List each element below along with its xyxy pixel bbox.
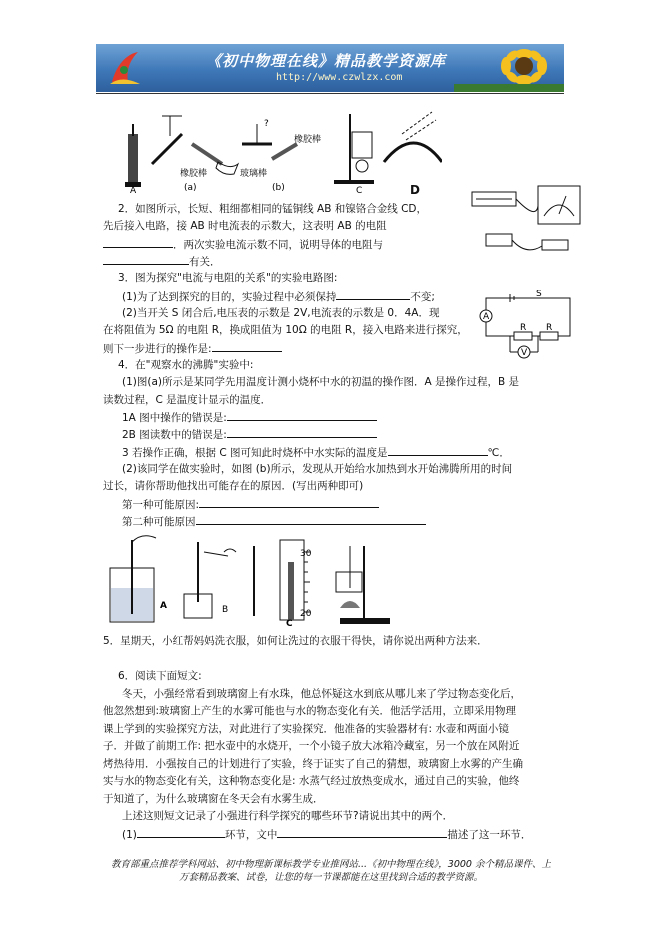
q4-line-1: 4．在"观察水的沸腾"实验中: [118,359,254,371]
q4-line-9 [122,496,379,513]
page-footer [96,858,566,884]
footer-line-2: 万套精品教案、试卷，让您的每一节课都能在这里找到合适的教学资源。 [178,872,483,883]
q4-answer-blank-1[interactable] [227,409,377,421]
q2-answer-blank-2[interactable] [103,253,189,265]
q6-line-1: 6．阅读下面短文: [118,670,202,682]
q4-line-4-text: 1A 图中操作的错误是: [122,412,227,424]
q3-line-2-end: 不变; [410,291,435,303]
q2-line-4-text: 有关． [189,256,221,268]
q4-answer-blank-5[interactable] [196,513,426,525]
q4-line-8: 过长，请你帮助他找出可能存在的原因．(写出两种即可) [103,480,364,492]
q2-line-4 [103,253,221,270]
q4-answer-blank-3[interactable] [388,444,488,456]
q2-answer-blank-1[interactable] [103,236,173,248]
resistor-label: R [520,323,527,333]
q2-line-3-text: ．两次实验电流示数不同，说明导体的电阻与 [173,239,383,251]
q4-line-5 [122,426,377,443]
q3-answer-blank-2[interactable] [212,340,282,352]
q6-line-9: 上述这则短文记录了小强进行科学探究的哪些环节?请说出其中的两个． [122,810,454,822]
q3-line-5-text: 则下一步进行的操作是: [103,343,212,355]
q6-answer-blank-2[interactable] [277,826,447,838]
q4-line-3: 读数过程，C 是温度计显示的温度． [103,394,272,406]
fig-b-caption: (b) [272,183,285,193]
fig-a-caption: (a) [184,183,197,193]
voltmeter-label: V [521,348,528,358]
rubber-rod-label-a: 橡胶棒 [180,169,208,179]
fig-c-caption: C [356,186,363,194]
q4-line-6 [122,444,510,461]
thermometer-tick-20: 20 [300,609,312,619]
ammeter-label: A [483,312,490,322]
q4-answer-blank-2[interactable] [227,426,377,438]
switch-label: S [536,290,542,299]
q6-line-6: 烤热待用．小强按自己的计划进行了实验，终于证实了自己的猜想，玻璃窗上水雾的产生确 [103,758,523,770]
boiling-experiment-figure [104,532,394,628]
header-rule [96,93,564,94]
q4-line-6-end: ℃． [487,447,510,459]
q6-line-3: 他忽然想到:玻璃窗上产生的水雾可能也与水的物态变化有关．他活学活用，立即采用物理 [103,705,517,717]
q6-line-7: 实与水的物态变化有关，这种物态变化是: 水蒸气经过放热变成水，通过自己的实验，他终 [103,775,520,787]
q3-line-4: 在将阻值为 5Ω 的电阻 R，换成阻值为 10Ω 的电阻 R，接入电路来进行探究， [103,324,468,336]
footer-line-1: 教育部重点推荐学科网站、初中物理新课标教学专业推网站...《初中物理在线》，3000 余个精品课件、上 [110,859,551,870]
rubber-rod-label-b: 橡胶棒 [294,135,322,145]
q6-line-10-num: (1) [122,829,137,841]
electrostatics-figure [122,104,442,194]
q6-line-10-end: 描述了这一环节． [447,829,532,841]
site-title: 《初中物理在线》精品教学资源库 [206,52,447,70]
fig4-label-b: B [222,605,229,615]
site-url[interactable]: http://www.czwlzx.com [276,72,403,83]
q2-line-3 [103,236,383,253]
site-logo-icon [106,48,144,88]
q4-line-5-text: 2B 图读数中的错误是: [122,429,227,441]
q2-line-2: 先后接入电路，接 AB 时电流表的示数大，这表明 AB 的电阻 [103,220,387,232]
q2-line-1: 2．如图所示，长短、粗细都相同的锰铜线 AB 和镍铬合金线 CD， [118,203,427,215]
q6-line-5: 子．并做了前期工作: 把水壶中的水烧开，一个小镜子放大冰箱冷藏室，另一个放在风附近 [103,740,520,752]
circuit-diagram [476,290,576,360]
q3-line-5 [103,340,282,357]
q4-line-9-text: 第一种可能原因: [122,499,200,511]
q4-line-10-text: 第二种可能原因 [122,516,196,528]
q4-line-2: (1)图(a)所示是某同学先用温度计测小烧杯中水的初温的操作图．A 是操作过程，B 是 [122,376,520,388]
resistance-apparatus-figure [466,180,586,270]
q3-line-3: (2)当开关 S 闭合后,电压表的示数是 2V,电流表的示数是 0．4A．现 [122,307,440,319]
fig-d-caption: D [410,183,420,197]
rheostat-label: R [546,323,553,333]
q4-line-6-text: 3 若操作正确，根据 C 图可知此时烧杯中水实际的温度是 [122,447,388,459]
q5-line-1: 5．星期天，小红帮妈妈洗衣服，如何让洗过的衣服干得快，请你说出两种方法来． [103,635,488,647]
q3-line-1: 3．图为探究"电流与电阻的关系"的实验电路图: [118,272,338,284]
q3-answer-blank-1[interactable] [336,288,410,300]
q3-line-2-text: (1)为了达到探究的目的，实验过程中必须保持 [122,291,337,303]
label-a: A [130,186,137,194]
q4-answer-blank-4[interactable] [199,496,379,508]
fig4-label-a: A [160,601,167,611]
header-banner [96,44,564,92]
q3-line-2 [122,288,435,305]
fig4-label-c: C [286,619,293,628]
question-mark-label: ? [264,119,269,129]
thermometer-tick-30: 30 [300,549,312,559]
q6-line-4: 课上学到的实验探究方法，对此进行了实验探究．他准备的实验器材有: 水壶和两面小镜 [103,723,509,735]
q4-line-10 [122,513,426,530]
glass-rod-label: 玻璃棒 [240,169,268,179]
q6-line-2: 冬天，小强经常看到玻璃窗上有水珠，他总怀疑这水到底从哪儿来了学过物态变化后， [122,688,521,700]
q6-line-10 [122,826,531,843]
q4-line-4 [122,409,377,426]
q6-answer-blank-1[interactable] [137,826,225,838]
q4-line-7: (2)该同学在做实验时，如图 (b)所示，发现从开始给水加热到水开始沸腾所用的时间 [122,463,513,475]
q6-line-8: 于知道了，为什么玻璃窗在冬天会有水雾生成． [103,793,324,805]
sunflower-icon [454,44,564,92]
q6-line-10-mid: 环节，文中 [224,829,278,841]
